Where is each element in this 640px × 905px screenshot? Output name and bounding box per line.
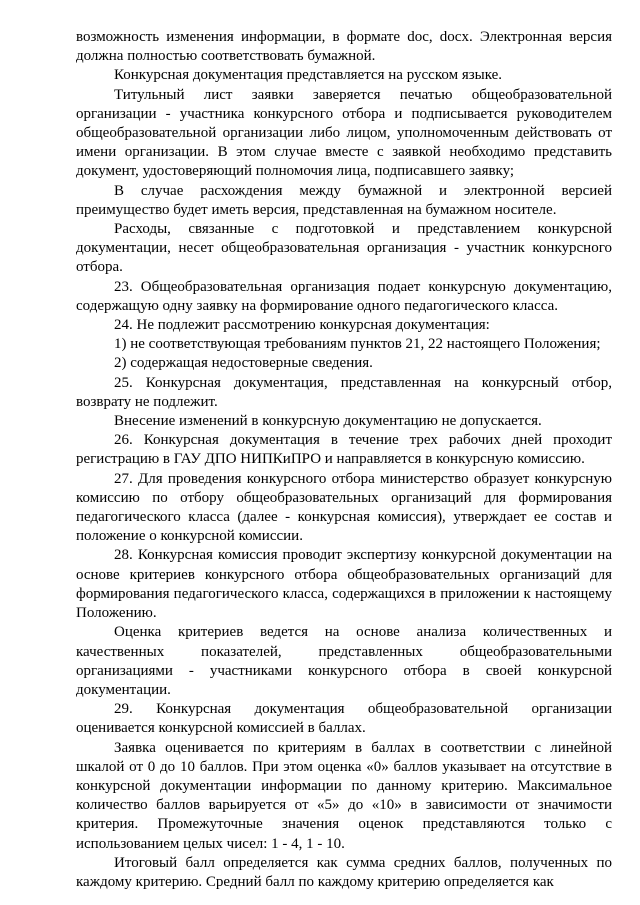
paragraph-1: возможность изменения информации, в формате doc, docx. Электронная версия должна полностью соответствовать бумажной. bbox=[76, 29, 612, 65]
paragraph-4: В случае расхождения между бумажной и электронной версией преимущество будет иметь версия, представленная на бумажном носителе. bbox=[76, 182, 612, 218]
paragraph-17: Заявка оценивается по критериям в баллах в соответствии с линейной шкалой от 0 до 10 баллов. При этом оценка «0» баллов указывает на отсутствие в конкурсной документации информации по данному критерию. Максимальное количество баллов варьируется от «5» до «10» в зависимости от значимости критерия. Промежуточные значения оценок представляются только с использованием целых чисел: 1 - 4, 1 - 10. bbox=[76, 739, 612, 852]
paragraph-5: Расходы, связанные с подготовкой и представлением конкурсной документации, несет общеобразовательная организация - участник конкурсного отбора. bbox=[76, 221, 612, 276]
paragraph-10: 25. Конкурсная документация, представленная на конкурсный отбор, возврату не подлежит. bbox=[76, 374, 612, 410]
paragraph-15: Оценка критериев ведется на основе анализа количественных и качественных показателей, представленных общеобразовательными организациями - участниками конкурсного отбора в своей конкурсной документации. bbox=[76, 624, 612, 698]
paragraph-12: 26. Конкурсная документация в течение трех рабочих дней проходит регистрацию в ГАУ ДПО НИПКиПРО и направляется в конкурсную комиссию. bbox=[76, 432, 612, 468]
paragraph-9: 2) содержащая недостоверные сведения. bbox=[114, 355, 373, 372]
paragraph-18: Итоговый балл определяется как сумма средних баллов, полученных по каждому критерию. Средний балл по каждому критерию определяется как bbox=[76, 854, 612, 890]
paragraph-8: 1) не соответствующая требованиям пунктов 21, 22 настоящего Положения; bbox=[114, 336, 601, 353]
paragraph-2: Конкурсная документация представляется на русском языке. bbox=[114, 67, 503, 84]
paragraph-3: Титульный лист заявки заверяется печатью общеобразовательной организации - участника конкурсного отбора и подписывается руководителем общеобразовательной организации либо лицом, уполномоченным действовать от имени организации. В этом случае вместе с заявкой необходимо представить документ, удостоверяющий полномочия лица, подписавшего заявку; bbox=[76, 86, 612, 180]
paragraph-16: 29. Конкурсная документация общеобразовательной организации оценивается конкурсной комиссией в баллах. bbox=[76, 701, 612, 737]
paragraph-14: 28. Конкурсная комиссия проводит экспертизу конкурсной документации на основе критериев конкурсного отбора общеобразовательных организаций для формирования педагогического класса, содержащихся в приложении к настоящему Положению. bbox=[76, 547, 612, 622]
paragraph-13: 27. Для проведения конкурсного отбора министерство образует конкурсную комиссию по отбору общеобразовательных организаций для формирования педагогического класса (далее - конкурсная комиссия), утверждает ее состав и положение о конкурсной комиссии. bbox=[76, 470, 612, 545]
paragraph-7: 24. Не подлежит рассмотрению конкурсная документация: bbox=[114, 317, 490, 334]
paragraph-11: Внесение изменений в конкурсную документацию не допускается. bbox=[114, 413, 542, 430]
paragraph-6: 23. Общеобразовательная организация подает конкурсную документацию, содержащую одну заявку на формирование одного педагогического класса. bbox=[76, 278, 612, 314]
